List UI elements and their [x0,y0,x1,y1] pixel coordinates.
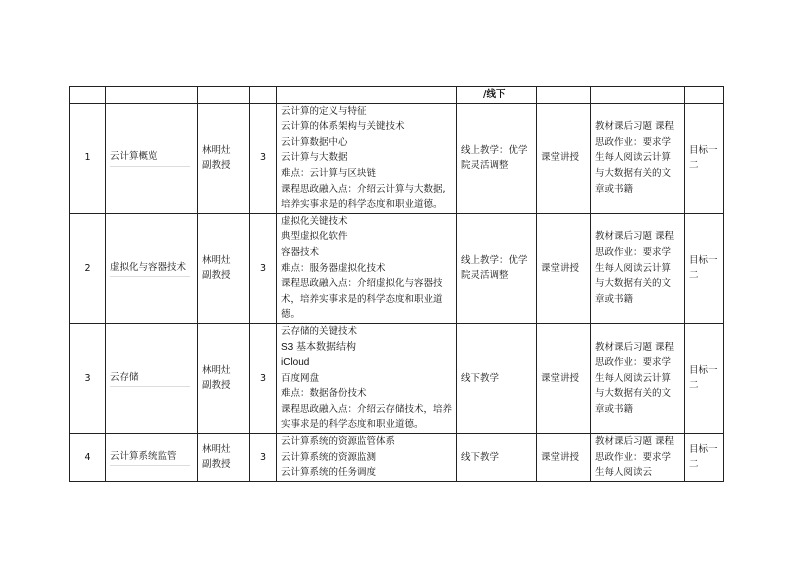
goal-cell: 目标一 二 [685,213,724,323]
mode-cell: 线上教学：优学院灵活调整 [457,103,537,213]
content-line: 难点：数据备份技术 [281,388,367,400]
content-line: 典型虚拟化软件 [281,231,348,243]
content-cell [277,103,457,213]
method-cell: 课堂讲授 [537,323,591,433]
teacher-name: 林明灶 [202,364,231,376]
content-line: 云计算系统的任务调度 [281,467,377,479]
goal-cell: 目标一 二 [685,323,724,433]
row-number: 1 [70,103,106,213]
content-cell [277,434,457,482]
table-row [70,323,724,433]
teacher-title: 副教授 [202,459,231,471]
content-line: 云计算与大数据 [281,152,348,164]
table-header-row [70,87,724,104]
homework-cell: 教材课后习题 课程思政作业：要求学生每人阅读云计算与大数据有关的文章或书籍 [591,213,685,323]
table-row [70,434,724,482]
content-line: 百度网盘 [281,372,320,384]
method-cell: 课堂讲授 [537,434,591,482]
hours-cell: 3 [250,103,277,213]
syllabus-table [69,86,724,482]
mode-cell: 线下教学 [457,323,537,433]
header-cell [537,87,591,104]
teacher-cell [198,434,250,482]
content-line: 云存储的关键技术 [281,325,358,337]
topic-name: 云存储 [110,370,190,388]
teacher-title: 副教授 [202,160,231,172]
header-cell [250,87,277,104]
method-cell: 课堂讲授 [537,213,591,323]
header-cell [685,87,724,104]
content-line: 难点：服务器虚拟化技术 [281,262,386,274]
content-line: 云计算的定义与特征 [281,105,367,117]
content-line: 难点：云计算与区块链 [281,167,377,179]
content-line: 云计算的体系架构与关键技术 [281,121,405,133]
homework-cell: 教材课后习题 课程思政作业：要求学生每人阅读云计算与大数据有关的文章或书籍 [591,103,685,213]
hours-cell: 3 [250,323,277,433]
header-cell [591,87,685,104]
table-row [70,103,724,213]
header-cell [106,87,198,104]
teacher-name: 林明灶 [202,144,231,156]
content-cell [277,323,457,433]
header-cell [70,87,106,104]
topic-cell [106,103,198,213]
topic-cell [106,323,198,433]
header-cell [198,87,250,104]
method-cell: 课堂讲授 [537,103,591,213]
content-cell [277,213,457,323]
teacher-name: 林明灶 [202,254,231,266]
topic-cell [106,434,198,482]
teacher-name: 林明灶 [202,443,231,455]
hours-cell: 3 [250,213,277,323]
content-line: 云计算数据中心 [281,136,348,148]
row-number: 2 [70,213,106,323]
mode-cell: 线上教学：优学院灵活调整 [457,213,537,323]
homework-cell: 教材课后习题 课程思政作业：要求学生每人阅读云计算与大数据有关的文章或书籍 [591,323,685,433]
content-line: 云计算系统的资源监管体系 [281,436,396,448]
homework-cell: 教材课后习题 课程思政作业：要求学生每人阅读云 [591,434,685,482]
topic-cell [106,213,198,323]
teacher-title: 副教授 [202,270,231,282]
goal-cell: 目标一 二 [685,103,724,213]
row-number: 3 [70,323,106,433]
content-line: 虚拟化关键技术 [281,215,348,227]
teacher-cell [198,103,250,213]
content-line: 课程思政融入点：介绍云存储技术，培养实事求是的科学态度和职业道德。 [281,403,453,431]
content-line: 课程思政融入点：介绍云计算与大数据,培养实事求是的科学态度和职业道德。 [281,183,446,211]
topic-name: 虚拟化与容器技术 [110,260,190,278]
mode-cell: 线下教学 [457,434,537,482]
topic-name: 云计算概览 [110,149,190,167]
header-mode-label: /线下 [457,87,537,104]
content-line: S3 基本数据结构 [281,341,357,353]
content-line: iCloud [281,357,310,369]
content-line: 云计算系统的资源监测 [281,451,377,463]
content-line: 容器技术 [281,246,320,258]
header-cell [277,87,457,104]
content-line: 课程思政融入点：介绍虚拟化与容器技术，培养实事求是的科学态度和职业道德。 [281,278,443,321]
topic-name: 云计算系统监管 [110,449,190,467]
teacher-cell [198,213,250,323]
goal-cell: 目标一 二 [685,434,724,482]
table-row [70,213,724,323]
teacher-cell [198,323,250,433]
row-number: 4 [70,434,106,482]
hours-cell: 3 [250,434,277,482]
teacher-title: 副教授 [202,380,231,392]
